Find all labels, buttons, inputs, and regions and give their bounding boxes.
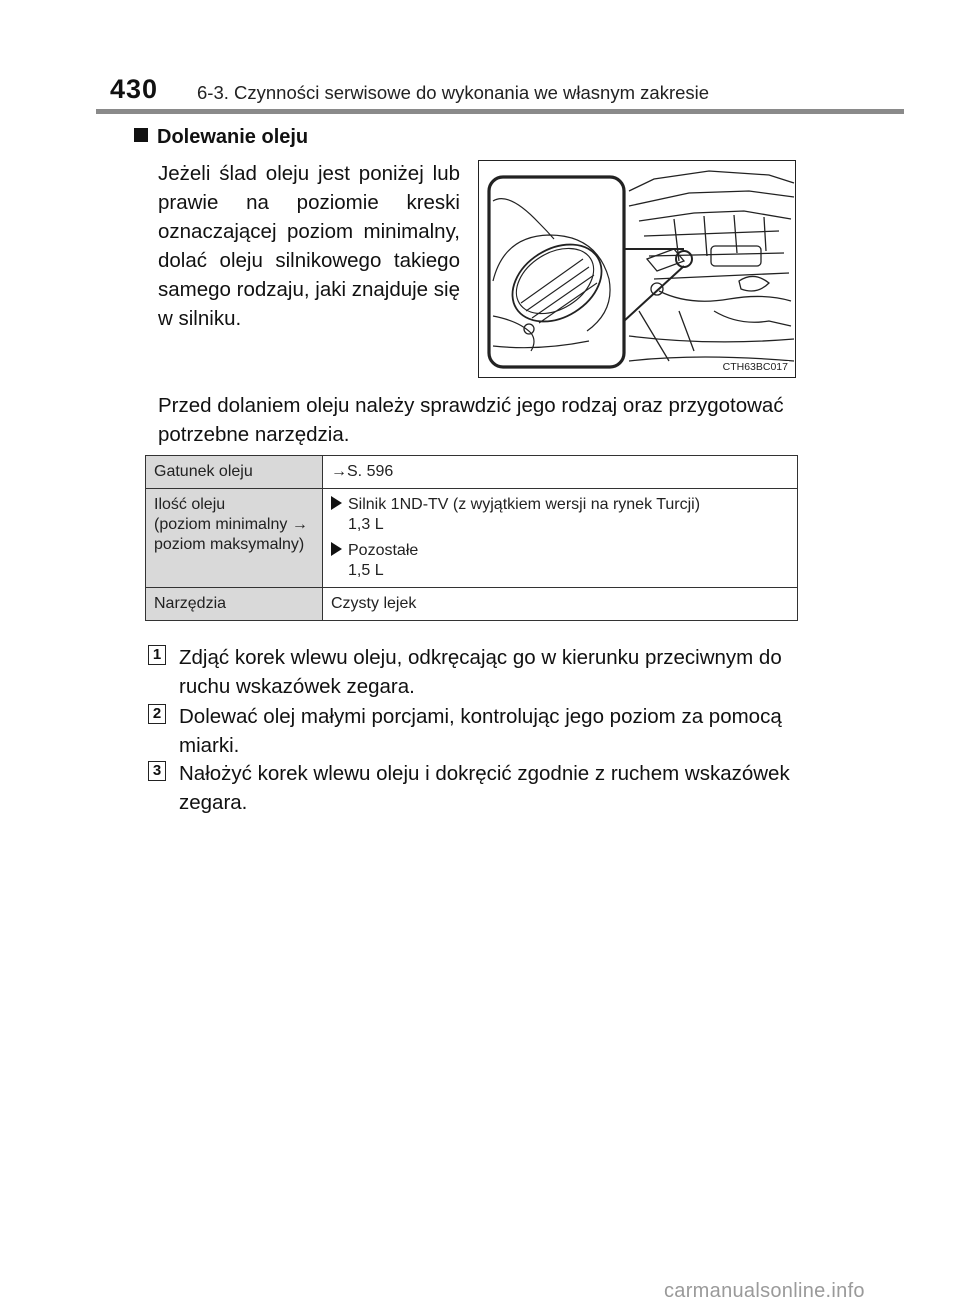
figure-code: CTH63BC017 [722, 361, 788, 373]
watermark: carmanualsonline.info [664, 1280, 865, 1302]
row-label: Narzędzia [146, 588, 323, 621]
step-text: Nałożyć korek wlewu oleju i dokręcić zgodnie z ruchem wskazówek zegara. [179, 762, 790, 814]
page-header [0, 0, 960, 115]
option-name: Pozostałe [348, 542, 419, 559]
page-number: 430 [110, 74, 159, 104]
option-amount: 1,3 L [348, 516, 384, 533]
square-bullet-icon [134, 128, 148, 142]
engine-bay-drawing [479, 161, 796, 378]
option-amount: 1,5 L [348, 562, 384, 579]
triangle-bullet-icon [331, 496, 342, 510]
table-row [146, 456, 798, 489]
table-row [146, 489, 798, 588]
header-rule [96, 109, 904, 114]
step-text: Dolewać olej małymi porcjami, kontrolując jego poziom za pomocą miarki. [179, 705, 782, 757]
preparation-paragraph: Przed dolaniem oleju należy sprawdzić jego rodzaj oraz przygotować potrzebne narzędzia. [158, 394, 784, 446]
triangle-bullet-icon [331, 542, 342, 556]
row-value [323, 489, 798, 588]
step-text: Zdjąć korek wlewu oleju, odkręcając go w kierunku przeciwnym do ruchu wskazówek zegara. [179, 646, 782, 698]
step-number-badge: 1 [148, 645, 166, 665]
step-number-badge: 2 [148, 704, 166, 724]
row-value: Czysty lejek [323, 588, 798, 621]
row-label: Ilość oleju (poziom minimalny → poziom maksymalny) [146, 489, 323, 588]
table-row [146, 588, 798, 621]
step-3 [148, 759, 800, 817]
oil-spec-table [145, 455, 798, 621]
engine-oil-cap-illustration [478, 160, 796, 378]
oil-option [331, 541, 789, 581]
section-heading [134, 126, 308, 149]
oil-option [331, 495, 789, 535]
row-value: →S. 596 [323, 456, 798, 489]
step-2 [148, 702, 800, 760]
section-heading-text: Dolewanie oleju [157, 126, 309, 148]
intro-paragraph: Jeżeli ślad oleju jest poniżej lub prawie na poziomie kreski oznaczającej poziom minimalny, dolać oleju silnikowego takiego samego rodzaju, jaki znajduje się w silniku. [158, 162, 460, 330]
option-name: Silnik 1ND-TV (z wyjątkiem wersji na rynek Turcji) [348, 496, 701, 513]
step-1 [148, 643, 800, 701]
chapter-title: 6-3. Czynności serwisowe do wykonania we własnym zakresie [197, 82, 710, 103]
step-number-badge: 3 [148, 761, 166, 781]
row-label: Gatunek oleju [146, 456, 323, 489]
